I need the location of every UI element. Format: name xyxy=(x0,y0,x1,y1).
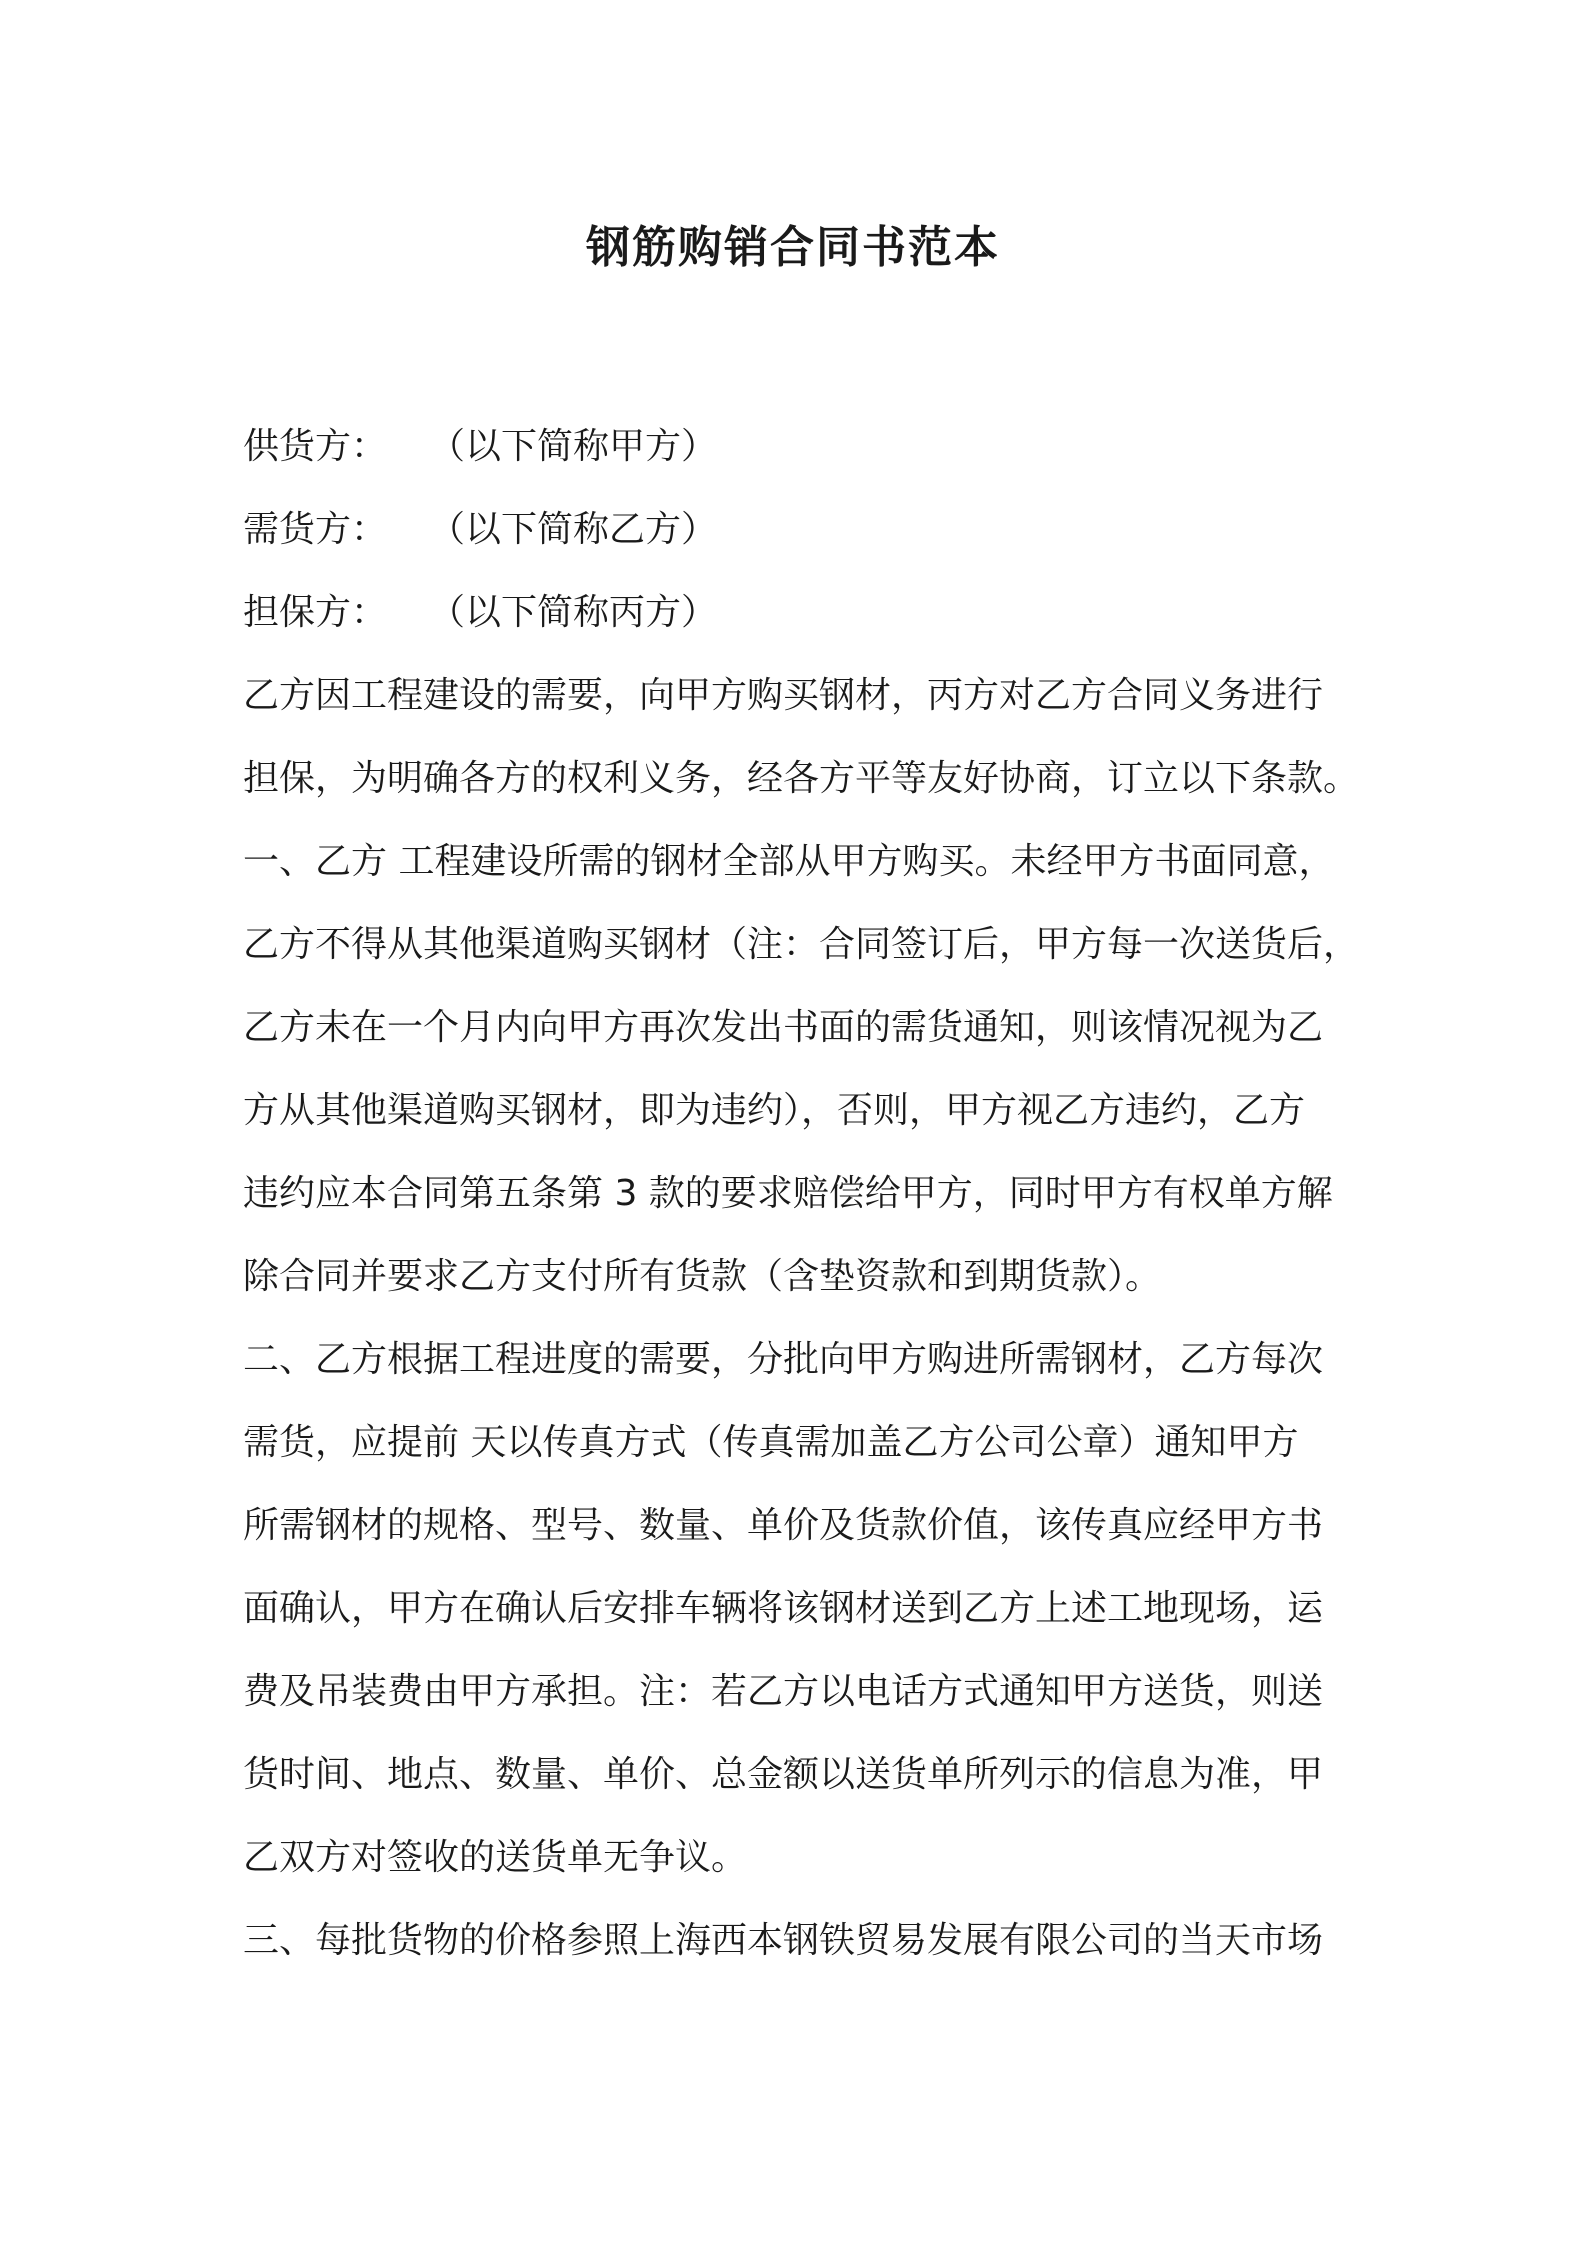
party-label: 需货方： xyxy=(243,509,388,550)
party-note: （以下简称乙方） xyxy=(429,509,718,550)
party-label: 担保方： xyxy=(243,592,388,633)
document-title: 钢筋购销合同书范本 xyxy=(586,222,1000,273)
paragraph-line: 乙方因工程建设的需要，向甲方购买钢材，丙方对乙方合同义务进行 xyxy=(243,675,1324,716)
paragraph-line: 方从其他渠道购买钢材，即为违约），否则，甲方视乙方违约，乙方 xyxy=(243,1090,1306,1131)
paragraph-line: 一、乙方 工程建设所需的钢材全部从甲方购买。未经甲方书面同意， xyxy=(243,841,1335,882)
document-body xyxy=(243,405,1360,1982)
paragraph-line: 需货，应提前 天以传真方式（传真需加盖乙方公司公章）通知甲方 xyxy=(243,1422,1299,1463)
paragraph-line: 货时间、地点、数量、单价、总金额以送货单所列示的信息为准，甲 xyxy=(243,1754,1324,1795)
party-label: 供货方： xyxy=(243,426,388,467)
paragraph-line: 二、乙方根据工程进度的需要，分批向甲方购进所需钢材，乙方每次 xyxy=(243,1339,1324,1380)
party-note: （以下简称甲方） xyxy=(429,426,718,467)
paragraph-line: 面确认，甲方在确认后安排车辆将该钢材送到乙方上述工地现场，运 xyxy=(243,1588,1324,1629)
paragraph-line: 乙方未在一个月内向甲方再次发出书面的需货通知，则该情况视为乙 xyxy=(243,1007,1324,1048)
paragraph-line: 费及吊装费由甲方承担。注：若乙方以电话方式通知甲方送货，则送 xyxy=(243,1671,1324,1712)
party-supplier xyxy=(243,405,1353,488)
paragraph-line: 违约应本合同第五条第 3 款的要求赔偿给甲方，同时甲方有权单方解 xyxy=(243,1173,1333,1214)
party-guarantor xyxy=(243,571,1353,654)
party-buyer xyxy=(243,488,1353,571)
party-note: （以下简称丙方） xyxy=(429,592,718,633)
paragraph-line: 担保，为明确各方的权利义务，经各方平等友好协商，订立以下条款。 xyxy=(243,758,1360,799)
paragraph-line: 除合同并要求乙方支付所有货款（含垫资款和到期货款）。 xyxy=(243,1256,1162,1297)
paragraph-line: 三、每批货物的价格参照上海西本钢铁贸易发展有限公司的当天市场 xyxy=(243,1920,1324,1961)
paragraph-line: 所需钢材的规格、型号、数量、单价及货款价值，该传真应经甲方书 xyxy=(243,1505,1324,1546)
paragraph-line: 乙双方对签收的送货单无争议。 xyxy=(243,1837,748,1878)
paragraph-line: 乙方不得从其他渠道购买钢材（注：合同签订后，甲方每一次送货后， xyxy=(243,924,1360,965)
